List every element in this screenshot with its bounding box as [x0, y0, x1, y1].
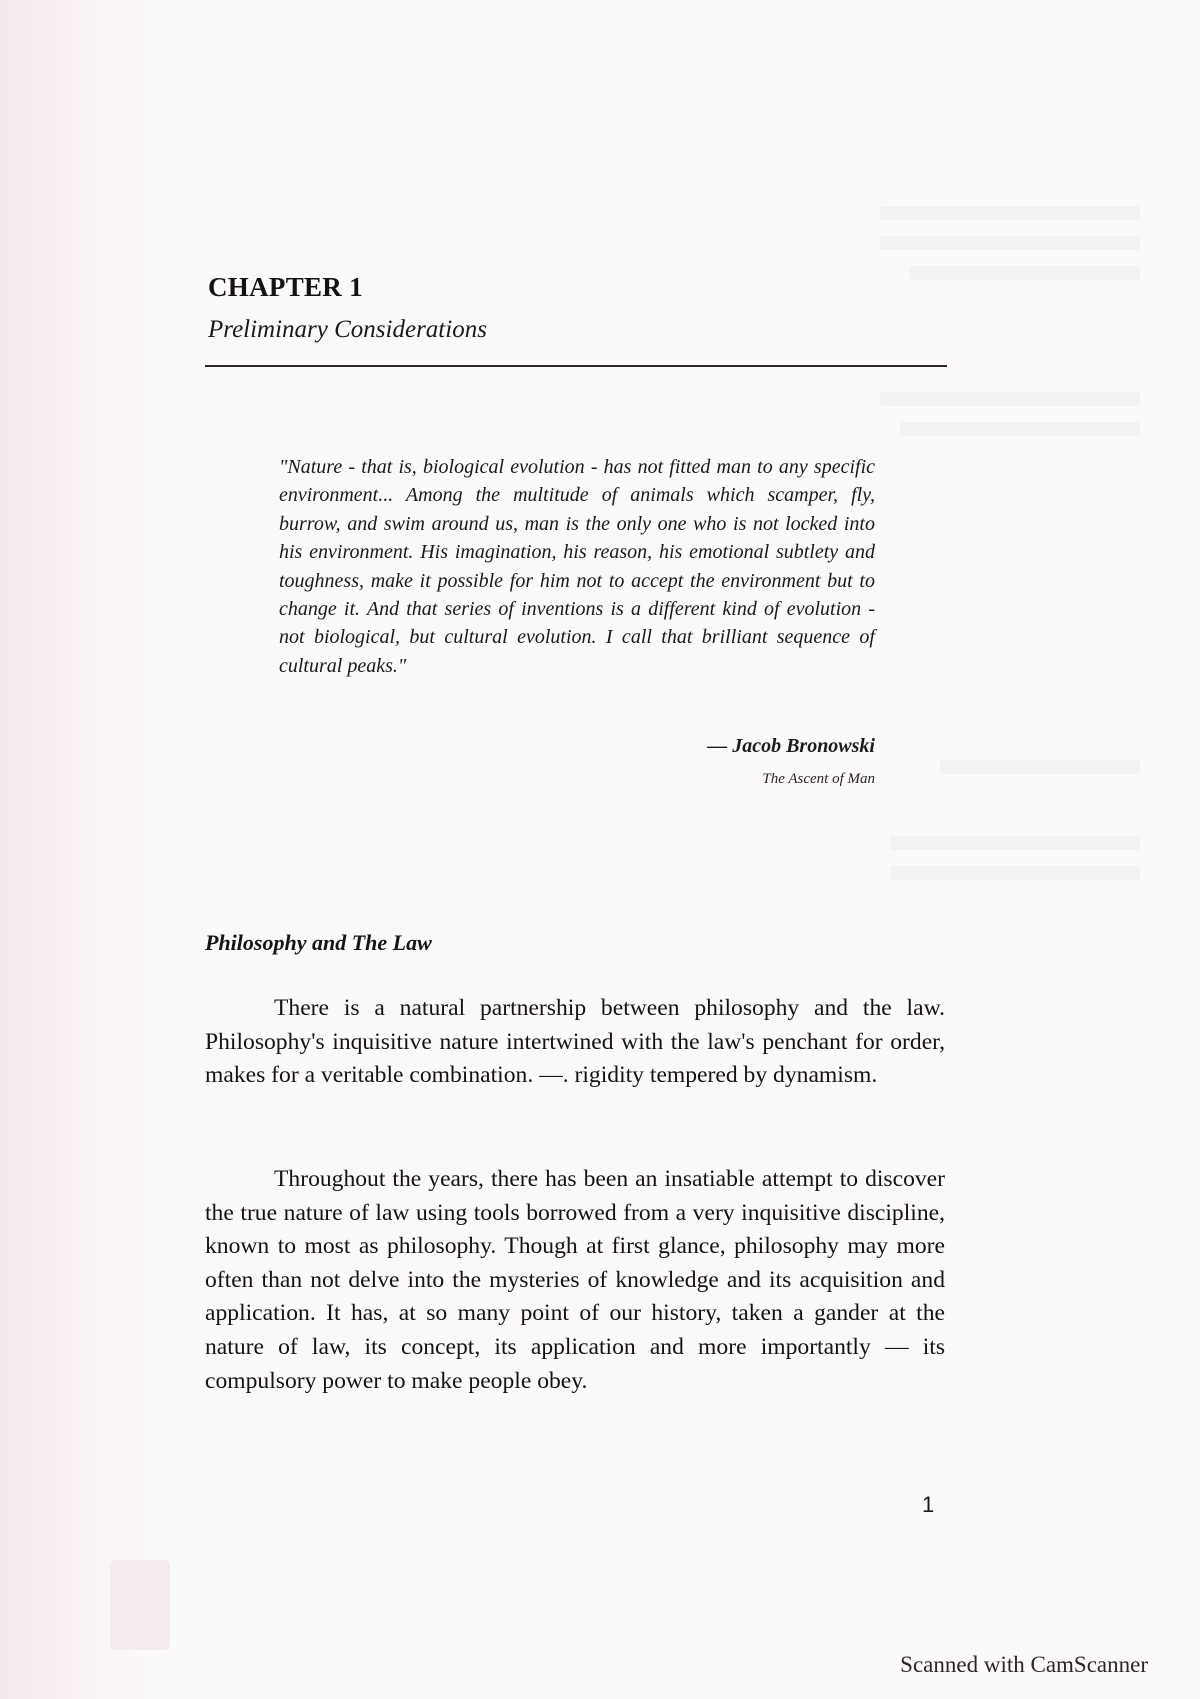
epigraph — [279, 453, 875, 787]
show-through-line — [900, 422, 1140, 436]
show-through-line — [880, 392, 1140, 406]
page-number: 1 — [922, 1492, 935, 1517]
scan-shadow-bottom — [110, 1560, 170, 1650]
show-through-line — [890, 866, 1140, 880]
scan-shadow-left — [0, 0, 150, 1699]
chapter-divider — [205, 365, 947, 367]
epigraph-quote: "Nature - that is, biological evolution - has not fitted man to any specific environment... Among the multitude of animals which scamper, fly, burrow, and swim around us, man is the only one who is not locked into his environment. His imagination, his reason, his emotional subtlety and toughness, make it possible for him not to accept the environment but to change it. And that series of inventions is a different kind of evolution - not biological, but cultural evolution. I call that brilliant sequence of cultural peaks." — [279, 456, 875, 677]
show-through-line — [880, 236, 1140, 250]
epigraph-source: The Ascent of Man — [762, 771, 875, 787]
body-paragraph: Throughout the years, there has been an insatiable attempt to discover the true nature of law using tools borrowed from a very inquisitive discipline, known to most as philosophy. Though at first glance, philosophy may more often than not delve into the mysteries of knowledge and its acquisition and application. It has, at so many point of our history, taken a gander at the nature of law, its concept, its application and more importantly — its compulsory power to make people obey. — [205, 1166, 945, 1394]
chapter-subtitle: Preliminary Considerations — [208, 316, 487, 343]
show-through-line — [910, 266, 1140, 280]
body-paragraph: There is a natural partnership between philosophy and the law. Philosophy's inquisitive nature intertwined with the law's penchant for order, makes for a veritable combination. —. rigidity tempered by dynamism. — [205, 995, 945, 1089]
scanner-watermark: Scanned with CamScanner — [900, 1652, 1148, 1677]
show-through-line — [880, 206, 1140, 220]
show-through-line — [940, 760, 1140, 774]
epigraph-author: — Jacob Bronowski — [707, 735, 875, 757]
chapter-heading: CHAPTER 1 — [208, 272, 363, 302]
show-through-line — [890, 836, 1140, 850]
section-heading: Philosophy and The Law — [205, 930, 432, 955]
